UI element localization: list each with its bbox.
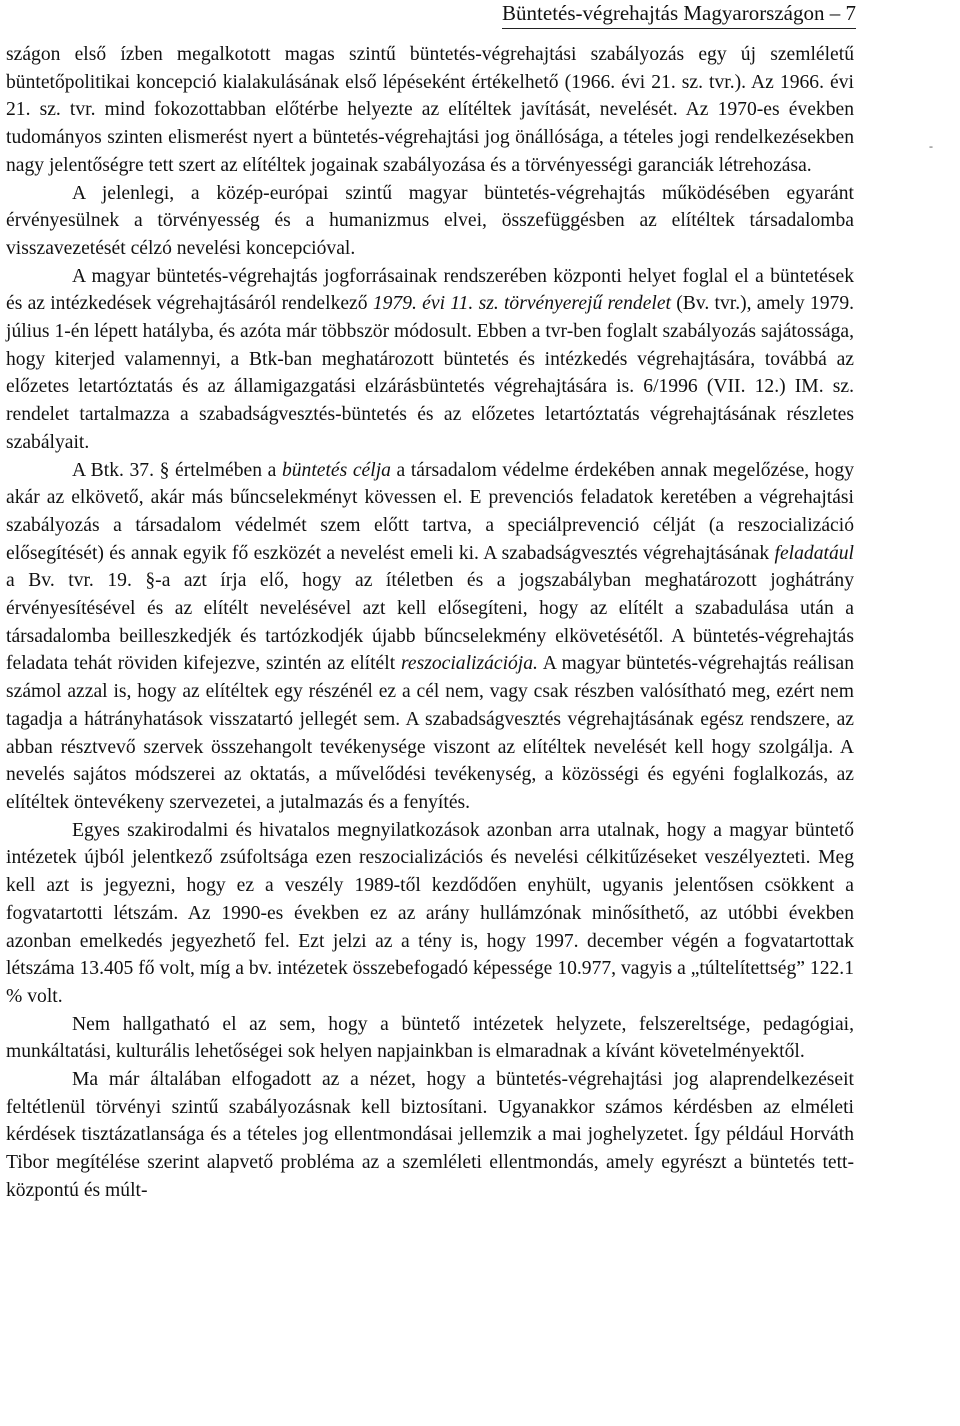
body-text: [6, 41, 854, 1205]
paragraph: [6, 1066, 854, 1205]
italic-text: büntetés célja: [281, 459, 391, 481]
text-run: Ma már általában elfogadott az a nézet, hogy a büntetés-végrehajtási jog alaprendelkezéseit feltétlenül törvényi szintű szabályozásnak kell biztosítani. Ugyanakkor számos kérdésben az elméleti kérdések tisztázatlansága és a tételes jog ellentmondásai jellemzik a mai joghelyzetet. Így például Horváth Tibor megítélése szerint alapvető probléma az a szemléleti ellentmondás, amely egyrészt a büntetés tett-központú és múlt-: [6, 1069, 854, 1201]
text-run: szágon első ízben megalkotott magas szintű büntetés-végrehajtási szabályozás egy új szemléletű büntetőpolitikai koncepció kialakulásának első lépéseként értékelhető (1966. évi 21. sz. tvr.). Az 1966. évi 21. sz. tvr. mind fokozottabban előtérbe helyezte az elítéltek javítását, nevelését. Az 1970-es években tudományos szinten elismerést nyert a büntetés-végrehajtási jog önállósága, a tételes jogi rendelkezésekben nagy jelentőségre tett szert az elítéltek jogainak szabályozása és a törvényességi garanciák létrehozása.: [6, 44, 854, 176]
text-run: A jelenlegi, a közép-európai szintű magyar büntetés-végrehajtás működésében egyaránt érvényesülnek a törvényesség és a humanizmus elvei, összefüggésben az elítéltek társadalomba visszavezetését célzó nevelési koncepcióval.: [6, 182, 854, 259]
italic-text: reszocializációja.: [400, 653, 538, 675]
text-run: a társadalom védelme érdekében annak megelőzése, hogy akár az elkövető, akár más bűncselekményt kövessen el. E prevenciós feladatok keretében a végrehajtási szabályozás a társadalom védelmét szem előtt tartva, a speciálprevenció célját (a reszocializáció elősegítését) és annak egyik fő eszközét a nevelést emeli ki. A szabadságvesztés végrehajtásának: [6, 459, 854, 564]
italic-text: 1979. évi 11. sz. törvényerejű rendelet: [372, 293, 671, 315]
text-run: A Btk. 37. § értelmében a: [72, 459, 282, 481]
paragraph: [6, 817, 854, 1011]
paragraph: [6, 457, 854, 817]
running-header: Büntetés-végrehajtás Magyarországon – 7: [502, 0, 856, 29]
italic-text: feladatául: [774, 542, 854, 564]
text-run: a Bv. tvr. 19. §-a azt írja elő, hogy az ítéletben és a jogszabályban meghatározott joghátrány érvényesítésével és az elítélt nevelésével azt kell elősegíteni, hogy az elítélt a szabadulása után a társadalomba beilleszkedjék és tartózkodjék újabb bűncselekmény elkövetésétől. A büntetés-végrehajtás feladata tehát röviden kifejezve, szintén az elítélt: [6, 570, 854, 675]
text-run: A magyar büntetés-végrehajtás reálisan számol azzal is, hogy az elítéltek egy részénél ez a cél nem, vagy csak részben valósítható meg, ezért nem tagadja a hátrányhatások visszatartó jellegét sem. A szabadságvesztés végrehajtásának egész rendszere, az abban résztvevő szervek összehangolt tevékenysége viszont az elítéltek nevelését kell hogy szolgálja. A nevelés sajátos módszerei az oktatás, a művelődési tevékenység, a közösségi és egyéni foglalkozás, az elítéltek öntevékeny szervezetei, a jutalmazás és a fenyítés.: [6, 653, 854, 813]
paragraph: [6, 1011, 854, 1066]
text-run: Nem hallgatható el az sem, hogy a büntető intézetek helyzete, felszereltsége, pedagógiai, munkáltatási, kulturális lehetőségei sok helyen napjainkban is elmaradnak a kívánt követelményektől.: [6, 1013, 854, 1063]
paragraph: [6, 41, 854, 180]
text-run: Egyes szakirodalmi és hivatalos megnyilatkozások azonban arra utalnak, hogy a magyar büntető intézetek újból jelentkező zsúfoltsága ezen reszocializációs és nevelési célkitűzéseket veszélyezteti. Meg kell azt is jegyezni, hogy ez a veszély 1989-től kezdődően enyhült, ugyanis jelentősen csökkent a fogvatartotti létszám. Az 1990-es években ez az arány hullámzónak minősíthető, az utóbbi években azonban emelkedés jegyezhető fel. Ezt jelzi az a tény is, hogy 1997. december végén a fogvatartottak létszáma 13.405 fő volt, míg a bv. intézetek összebefogadó képessége 10.977, vagyis a „túltelítettség” 122.1 % volt.: [6, 819, 854, 1007]
text-run: A magyar büntetés-végrehajtás jogforrásainak rendszerében központi helyet foglal el a büntetések és az intézkedések végrehajtásáról rendelkező: [6, 265, 854, 315]
margin-dash-mark: -: [929, 139, 933, 153]
paragraph: [6, 180, 854, 263]
text-run: (Bv. tvr.), amely 1979. július 1-én lépett hatályba, és azóta már többször módosult. Ebben a tvr-ben foglalt szabályozás sajátossága, hogy kiterjed valamennyi, a Btk-ban meghatározott büntetés és intézkedés végrehajtására, továbbá az előzetes letartóztatás és az államigazgatási elzárásbüntetés végrehajtására is. 6/1996 (VII. 12.) IM. sz. rendelet tartalmazza a szabadságvesztés-büntetés és az előzetes letartóztatás végrehajtásának részletes szabályait.: [6, 293, 855, 453]
paragraph: [6, 263, 854, 457]
